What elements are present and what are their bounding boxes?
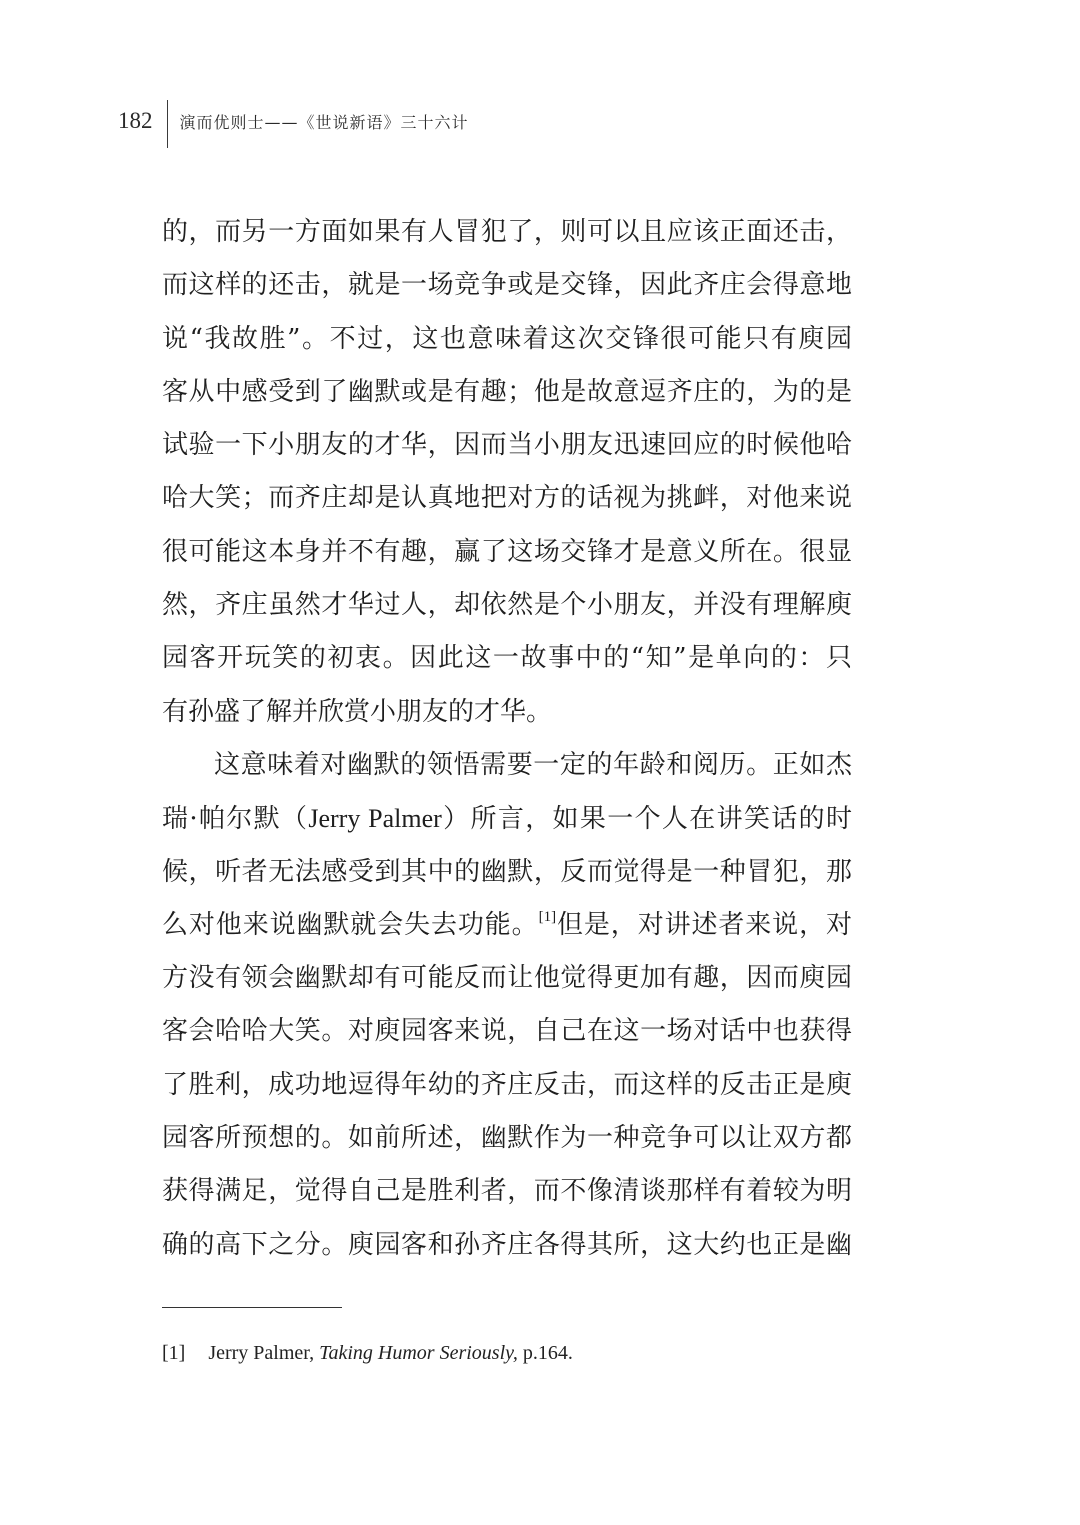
footnote bbox=[162, 1338, 573, 1368]
body-text bbox=[162, 206, 852, 1272]
text-segment: 么对他来说幽默就会失去功能。 bbox=[162, 909, 539, 940]
footnote-divider bbox=[162, 1307, 342, 1308]
latin-name: Jerry Palmer bbox=[308, 804, 442, 834]
paragraph-first-line: 这意味着对幽默的领悟需要一定的年龄和阅历。正如杰 bbox=[214, 749, 852, 780]
running-head bbox=[118, 100, 469, 148]
text-line bbox=[162, 792, 852, 845]
text-line: 了胜利，成功地逗得年幼的齐庄反击，而这样的反击正是庾 bbox=[162, 1069, 852, 1100]
running-title: 演而优则士——《世说新语》三十六计 bbox=[179, 113, 469, 132]
text-line: 试验一下小朋友的才华，因而当小朋友迅速回应的时候他哈 bbox=[162, 430, 852, 461]
text-segment: ）所言，如果一个人在讲笑话的时 bbox=[441, 804, 852, 835]
text-line: 然，齐庄虽然才华过人，却依然是个小朋友，并没有理解庾 bbox=[162, 590, 852, 621]
text-line bbox=[162, 899, 852, 952]
header-divider bbox=[167, 100, 168, 148]
text-line: 客从中感受到了幽默或是有趣；他是故意逗齐庄的，为的是 bbox=[162, 376, 852, 407]
footnote-page: p.164. bbox=[522, 1342, 573, 1364]
text-line: 客会哈哈大笑。对庾园客来说，自己在这一场对话中也获得 bbox=[162, 1016, 852, 1047]
text-line: 很可能这本身并不有趣，赢了这场交锋才是意义所在。很显 bbox=[162, 536, 852, 567]
footnote-reference[interactable]: [1] bbox=[538, 908, 557, 925]
footnote-author: Jerry Palmer, bbox=[208, 1342, 315, 1364]
footnote-label: [1] bbox=[162, 1342, 186, 1364]
paragraph-last-line: 有孙盛了解并欣赏小朋友的才华。 bbox=[162, 696, 553, 727]
text-line: 而这样的还击，就是一场竞争或是交锋，因此齐庄会得意地 bbox=[162, 270, 852, 301]
text-segment: 但是，对讲述者来说，对 bbox=[556, 909, 852, 940]
footnote-title: Taking Humor Seriously, bbox=[319, 1342, 518, 1364]
text-line: 园客开玩笑的初衷。因此这一故事中的“知”是单向的：只 bbox=[162, 643, 852, 674]
text-line: 获得满足，觉得自己是胜利者，而不像清谈那样有着较为明 bbox=[162, 1176, 852, 1207]
page-number: 182 bbox=[118, 108, 153, 133]
text-line: 确的高下之分。庾园客和孙齐庄各得其所，这大约也正是幽 bbox=[162, 1229, 852, 1260]
text-line: 的，而另一方面如果有人冒犯了，则可以且应该正面还击， bbox=[162, 217, 852, 247]
text-line: 哈大笑；而齐庄却是认真地把对方的话视为挑衅，对他来说 bbox=[162, 483, 852, 514]
text-line: 候，听者无法感受到其中的幽默，反而觉得是一种冒犯，那 bbox=[162, 856, 852, 887]
text-line: 方没有领会幽默却有可能反而让他觉得更加有趣，因而庾园 bbox=[162, 963, 852, 994]
text-segment: 瑞·帕尔默（ bbox=[162, 804, 309, 835]
text-line: 说“我故胜”。不过，这也意味着这次交锋很可能只有庾园 bbox=[162, 323, 852, 354]
text-line: 园客所预想的。如前所述，幽默作为一种竞争可以让双方都 bbox=[162, 1123, 852, 1154]
